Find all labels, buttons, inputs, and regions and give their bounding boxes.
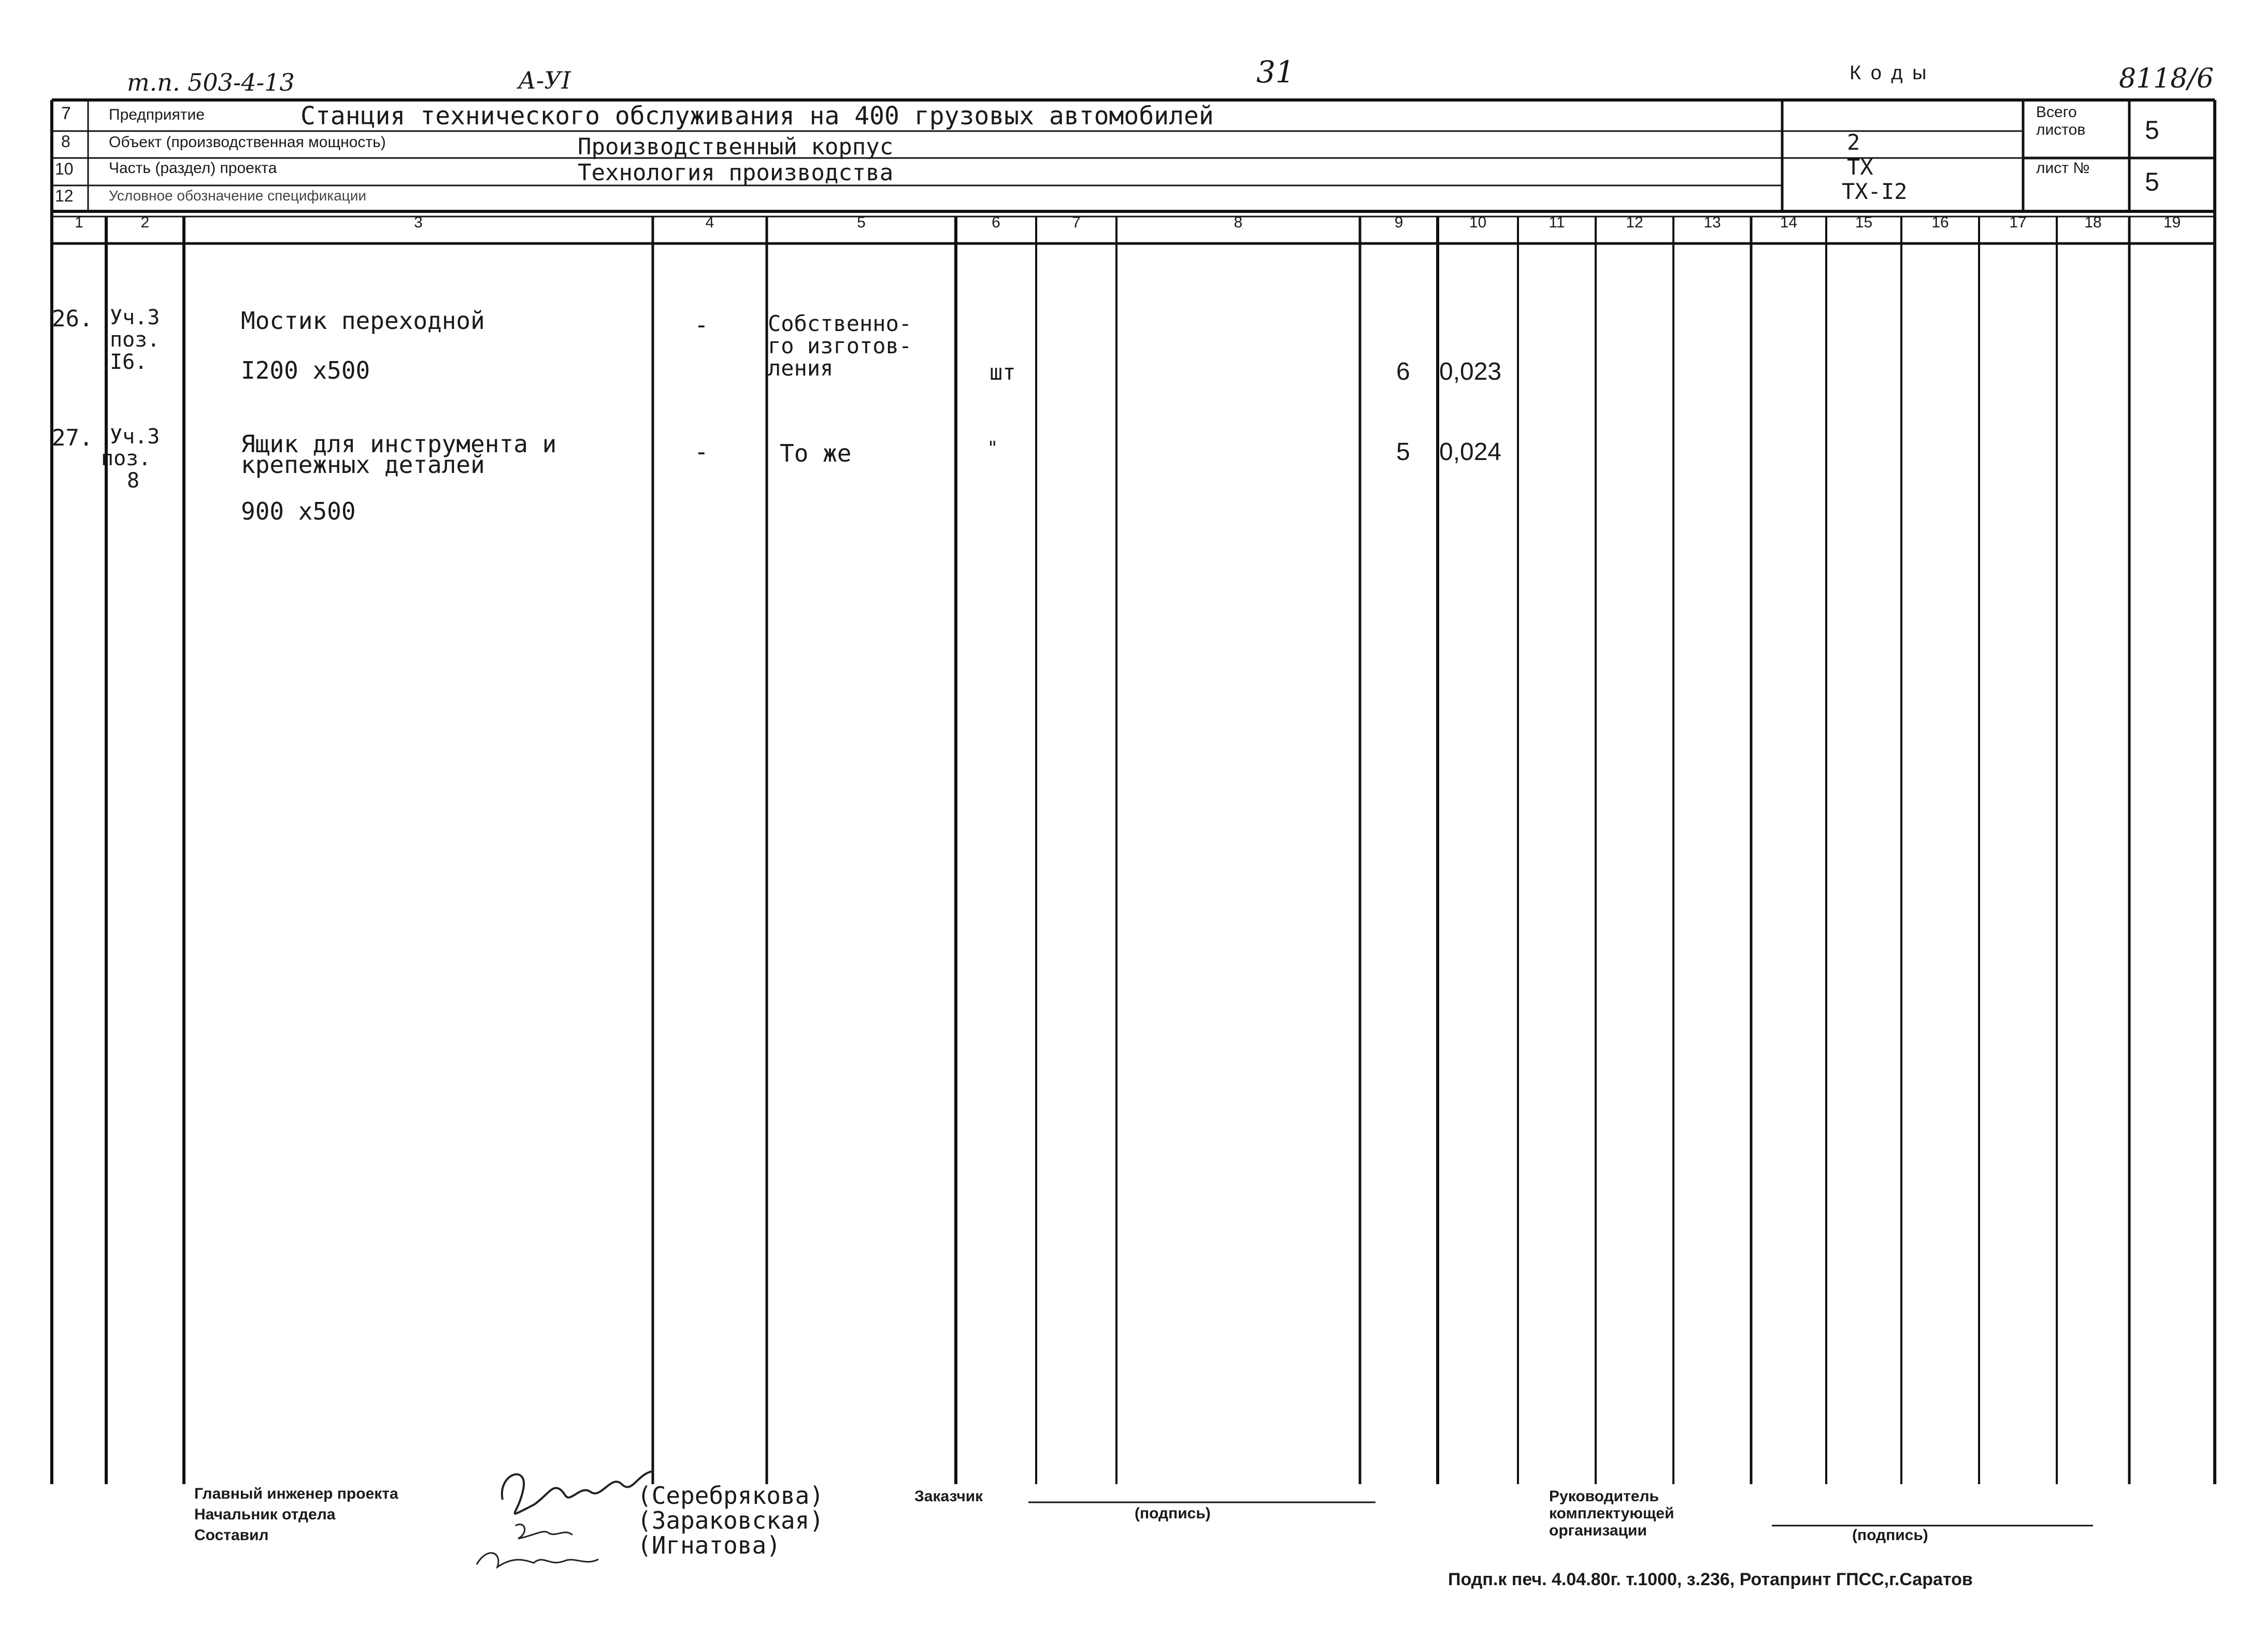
column-number: 3 <box>414 214 423 231</box>
code-line-3: ТХ-I2 <box>1842 179 1908 204</box>
manager-label: комплектующей <box>1549 1505 1674 1522</box>
print-info: Подп.к печ. 4.04.80г. т.1000, з.236, Ротапринт ГПСС,г.Саратов <box>1448 1570 1973 1589</box>
column-number: 10 <box>1469 214 1487 231</box>
item-quantity: 6 <box>1396 358 1410 385</box>
codes-label: К о д ы <box>1850 62 1929 84</box>
item-size: I200 х500 <box>241 356 370 384</box>
inventory-number: 8118/6 <box>2119 63 2214 94</box>
column-number: 16 <box>1931 214 1949 231</box>
total-sheets-value: 5 <box>2145 116 2159 145</box>
signature-name: (Игнатова) <box>637 1531 781 1559</box>
sheet-number-value: 5 <box>2145 167 2159 196</box>
object-value: Производственный корпус <box>578 134 894 160</box>
column-number: 5 <box>857 214 866 231</box>
signature-caption: (подпись) <box>1852 1527 1928 1544</box>
signature-name: (Серебрякова) <box>637 1482 824 1510</box>
column-number: 19 <box>2163 214 2181 231</box>
code-line-2: ТХ <box>1847 154 1873 180</box>
code-line-1: 2 <box>1847 130 1860 155</box>
item-source: То же <box>780 439 852 467</box>
item-quantity: 5 <box>1396 438 1410 466</box>
header-row-num: 10 <box>55 160 74 178</box>
column-number: 15 <box>1855 214 1873 231</box>
column-number: 14 <box>1780 214 1798 231</box>
column-number: 7 <box>1072 214 1081 231</box>
item-name: крепежных деталей <box>241 451 485 479</box>
signature-role: Начальник отдела <box>194 1506 336 1523</box>
header-row-num: 12 <box>55 186 74 205</box>
item-col4: - <box>694 438 709 466</box>
total-sheets-label: Всего листов <box>2036 104 2086 138</box>
item-unit: шт <box>990 360 1016 385</box>
column-number: 1 <box>75 214 83 231</box>
item-source: ления <box>768 355 834 381</box>
album-number: А-УI <box>518 66 571 94</box>
item-unit: " <box>987 438 998 459</box>
header-row-label: Условное обозначение спецификации <box>109 188 366 204</box>
header-row-num: 8 <box>61 132 70 151</box>
item-mass: 0,024 <box>1439 438 1502 466</box>
row-position: поз. <box>110 328 160 352</box>
header-row-label: Часть (раздел) проекта <box>109 160 277 177</box>
item-size: 900 х500 <box>241 497 356 525</box>
enterprise-value: Станция технического обслуживания на 400 грузовых автомобилей <box>300 102 1214 131</box>
item-name: Мостик переходной <box>241 307 485 335</box>
column-number: 2 <box>140 214 150 231</box>
section-value: Технология производства <box>578 160 894 186</box>
row-position: 8 <box>127 469 140 493</box>
header-row-num: 7 <box>61 104 71 123</box>
row-number: 27. <box>52 425 93 451</box>
signature-caption: (подпись) <box>1135 1505 1211 1522</box>
column-number: 4 <box>705 214 714 231</box>
row-number: 26. <box>52 306 93 332</box>
row-position: I6. <box>110 350 148 374</box>
manager-label: организации <box>1549 1522 1647 1539</box>
project-reference: т.п. 503-4-13 <box>127 68 295 96</box>
sheet-number-label: лист № <box>2036 160 2090 177</box>
item-col4: - <box>694 311 709 339</box>
page-number: 31 <box>1256 54 1295 90</box>
column-number: 6 <box>992 214 1000 231</box>
manager-label: Руководитель <box>1549 1488 1659 1505</box>
customer-label: Заказчик <box>914 1488 983 1505</box>
item-name: Ящик для инструмента и <box>241 430 557 458</box>
item-source: го изготов- <box>768 333 912 358</box>
header-row-label: Предприятие <box>109 106 205 123</box>
item-mass: 0,023 <box>1439 358 1502 385</box>
column-number: 8 <box>1234 214 1243 231</box>
row-position: Уч.3 <box>110 306 160 329</box>
column-number: 17 <box>2009 214 2027 231</box>
handwritten-signatures <box>466 1427 663 1577</box>
signature-role: Главный инженер проекта <box>194 1485 398 1502</box>
column-number: 13 <box>1703 214 1721 231</box>
signature-name: (Зараковская) <box>637 1506 824 1534</box>
header-row-label: Объект (производственная мощность) <box>109 134 386 151</box>
column-number: 18 <box>2084 214 2102 231</box>
column-number: 12 <box>1626 214 1643 231</box>
column-number: 9 <box>1394 214 1403 231</box>
row-position: Уч.3 <box>110 425 160 449</box>
signature-role: Составил <box>194 1527 269 1544</box>
column-number: 11 <box>1549 214 1565 231</box>
item-source: Собственно- <box>768 311 912 336</box>
row-position: поз. <box>101 447 151 470</box>
